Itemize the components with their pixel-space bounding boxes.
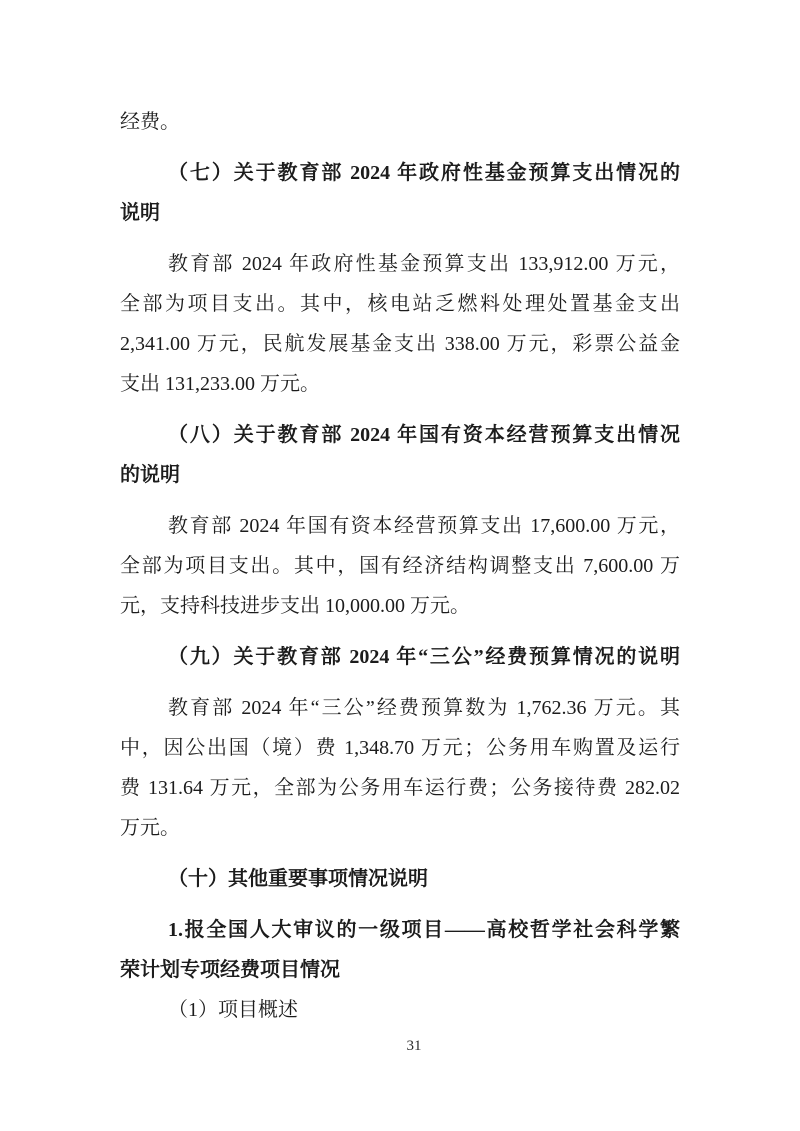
section-7-heading-line-2: 说明 [120, 202, 160, 224]
subsection-1-heading-line-2: 荣计划专项经费项目情况 [120, 959, 340, 981]
section-9-heading: （九）关于教育部 2024 年“三公”经费预算情况的说明 [168, 646, 680, 668]
section-7-paragraph-line-4: 支出 131,233.00 万元。 [120, 373, 320, 395]
section-9-paragraph-line-2: 中，因公出国（境）费 1,348.70 万元；公务用车购置及运行 [120, 737, 680, 759]
section-7-heading-line-1: （七）关于教育部 2024 年政府性基金预算支出情况的 [168, 162, 680, 184]
section-7-paragraph-line-3: 2,341.00 万元，民航发展基金支出 338.00 万元，彩票公益金 [120, 333, 680, 355]
section-9-paragraph-line-4: 万元。 [120, 817, 180, 839]
section-9-paragraph-line-1: 教育部 2024 年“三公”经费预算数为 1,762.36 万元。其 [168, 697, 680, 719]
section-10-heading: （十）其他重要事项情况说明 [168, 868, 428, 890]
document-text-block [120, 102, 680, 1030]
item-1-heading: （1）项目概述 [168, 999, 298, 1021]
section-8-paragraph-line-3: 元，支持科技进步支出 10,000.00 万元。 [120, 595, 470, 617]
section-8-heading-line-2: 的说明 [120, 464, 180, 486]
subsection-1-heading-line-1: 1.报全国人大审议的一级项目——高校哲学社会科学繁 [168, 919, 680, 941]
section-7-paragraph-line-1: 教育部 2024 年政府性基金预算支出 133,912.00 万元， [168, 253, 680, 275]
paragraph-continuation-line: 经费。 [120, 111, 180, 133]
section-8-heading-line-1: （八）关于教育部 2024 年国有资本经营预算支出情况 [168, 424, 680, 446]
section-8-paragraph-line-2: 全部为项目支出。其中，国有经济结构调整支出 7,600.00 万 [120, 555, 680, 577]
section-8-paragraph-line-1: 教育部 2024 年国有资本经营预算支出 17,600.00 万元， [168, 515, 680, 537]
section-7-paragraph-line-2: 全部为项目支出。其中，核电站乏燃料处理处置基金支出 [120, 293, 680, 315]
section-9-paragraph-line-3: 费 131.64 万元，全部为公务用车运行费；公务接待费 282.02 [120, 777, 680, 799]
page-number: 31 [406, 1038, 422, 1054]
